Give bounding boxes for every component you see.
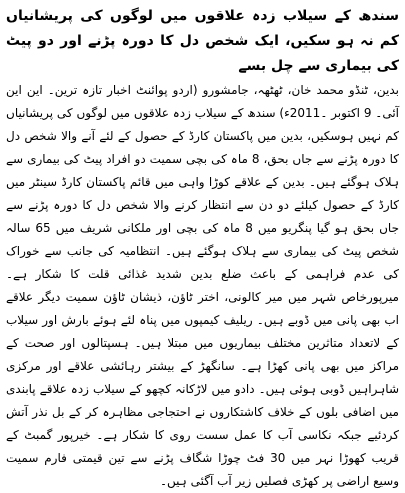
article-body: بدین، ٹنڈو محمد خان، ٹھٹھہ، جامشورو (اردو پوائنٹ اخبار تازہ ترین۔ این این آئی۔ 9 اکتوبر ۔2011ء) سندھ کے سیلاب زدہ علاقوں میں لوگوں کی پریشانیاں کم نہیں ہوسکیں، بدین میں پاکستان کارڈ کے حصول کے لئے آنے والا شخص دل کا دورہ پڑنے سے جاں بحق، 8 ماہ کی بچی سمیت دو افراد پیٹ کی بیماری سے ہلاک ہوگئے ہیں۔ بدین کے علاقے کوڑا واہی میں قائم پاکستان کارڈ سینٹر میں کارڈ کے حصول کیلئے دو دن سے انتظار کرنے والا شخص دل کا دورہ پڑنے سے جاں بحق ہو گیا پنگریو میں 8 ماہ کی بچی اور ملکانی شریف میں 65 سالہ شخص پیٹ کی بیماری سے ہلاک ہوگئے ہیں۔ انتظامیہ کی جانب سے خوراک کی عدم فراہمی کے باعث ضلع بدین شدید غذائی قلت کا شکار ہے۔ میرپورخاص شہر میں میر کالونی، اختر ٹاؤن، ذیشان ٹاؤن سمیت دیگر علاقے اب بھی پانی میں ڈوبے ہیں۔ ریلیف کیمپوں میں پناہ لئے ہوئے بارش اور سیلاب کے لاتعداد متاثرین مختلف بیماریوں میں مبتلا ہیں۔ ہسپتالوں اور صحت کے مراکز میں بھی پانی کھڑا ہے۔ سانگھڑ کے بیشتر رہائشی علاقے اور مرکزی شاہراہیں ڈوبی ہوئی ہیں۔ دادو میں لاڑکانہ کچھو کے سیلاب زدہ علاقے پابندی میں اضافی بلوں کے خلاف کاشتکاروں نے احتجاجی مظاہرہ کر کے بل نذر آتش کردئیے جبکہ نکاسی آب کا عمل سست روی کا شکار ہے۔ خیرپور گمبٹ کے قریب کھوڑا نہر میں 30 فٹ چوڑا شگاف پڑنے سے تین قیمتی فارم سمیت وسیع اراضی پر کھڑی فصلیں زیر آب آگئی ہیں۔ (6, 83, 399, 488)
article-headline: سندھ کے سیلاب زدہ علاقوں میں لوگوں کی پریشانیاں کم نہ ہو سکیں، ایک شخص دل کا دورہ پڑنے اور دو پیٹ کی بیماری سے چل بسے (6, 8, 399, 74)
